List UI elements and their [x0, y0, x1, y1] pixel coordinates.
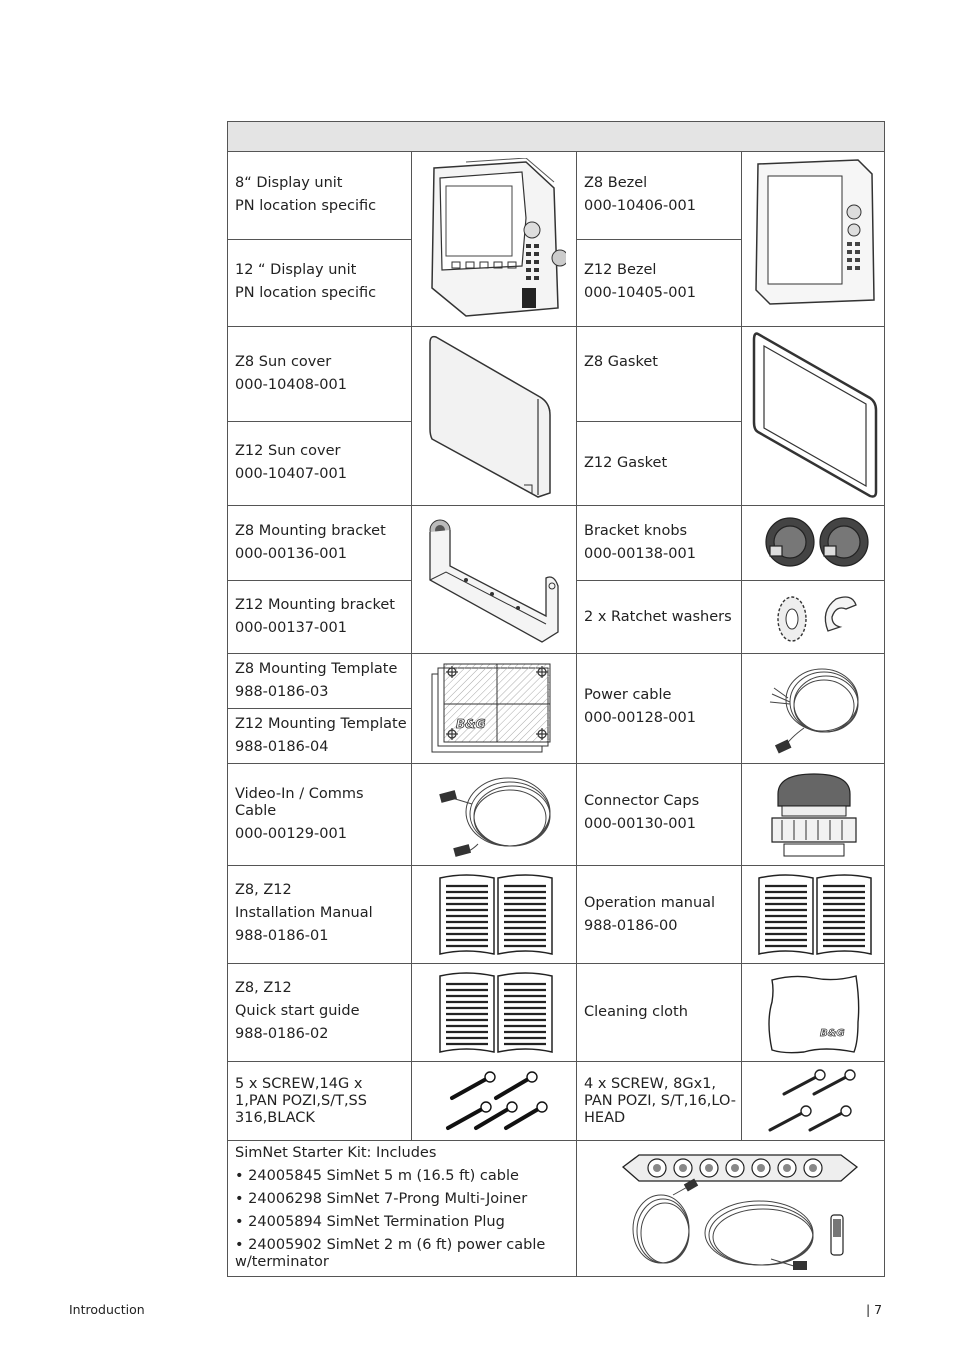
display-unit-illustration [426, 158, 566, 320]
image-cell [411, 506, 576, 654]
table-cell [227, 152, 411, 240]
item-name: Z8, Z12 [235, 882, 292, 898]
installation-manual-illustration [436, 872, 556, 958]
connector-caps-illustration [768, 770, 860, 862]
screws-14g-illustration [440, 1068, 550, 1134]
image-cell [411, 964, 576, 1062]
item-name: Z12 Bezel [584, 262, 657, 278]
operation-manual-illustration [755, 872, 875, 958]
item-pn: 000-00137-001 [235, 620, 347, 636]
item-name: Z8 Bezel [584, 175, 648, 191]
table-cell [227, 1062, 411, 1141]
item-pn: 000-00138-001 [584, 546, 696, 562]
item-pn: 000-00130-001 [584, 816, 696, 832]
image-cell [411, 152, 576, 327]
kit-line: • 24005902 SimNet 2 m (6 ft) power cable w/terminator [235, 1237, 546, 1270]
cleaning-cloth-illustration [764, 972, 866, 1056]
item-pn: 988-0186-04 [235, 739, 329, 755]
item-name: Bracket knobs [584, 523, 688, 539]
power-cable-illustration [764, 662, 866, 756]
item-name: Z8 Sun cover [235, 354, 332, 370]
item-pn: 000-10405-001 [584, 285, 696, 301]
item-name: Operation manual [584, 895, 716, 911]
table-cell [576, 240, 741, 327]
bezel-illustration [754, 158, 876, 308]
image-cell [741, 152, 885, 327]
screws-8g-illustration [764, 1068, 864, 1134]
table-cell [576, 327, 741, 422]
image-cell [411, 764, 576, 866]
image-cell [741, 581, 885, 654]
kit-line: • 24006298 SimNet 7-Prong Multi-Joiner [235, 1191, 528, 1207]
table-cell [227, 866, 411, 964]
item-name: Z12 Sun cover [235, 443, 341, 459]
quick-start-guide-illustration [436, 970, 556, 1056]
video-cable-illustration [438, 768, 558, 862]
item-name: 8“ Display unit [235, 175, 343, 191]
table-cell [227, 240, 411, 327]
item-name: Cleaning cloth [584, 1004, 688, 1020]
image-cell [411, 327, 576, 506]
item-name: Z12 Mounting Template [235, 716, 407, 732]
table-cell [576, 1062, 741, 1141]
kit-title: SimNet Starter Kit: Includes [235, 1145, 437, 1161]
item-name: Z12 Mounting bracket [235, 597, 395, 613]
item-name: Z8 Mounting Template [235, 661, 398, 677]
template-logo: B&G [456, 717, 486, 731]
kit-line: • 24005845 SimNet 5 m (16.5 ft) cable [235, 1168, 519, 1184]
sun-cover-illustration [428, 335, 558, 501]
item-pn: 000-00128-001 [584, 710, 696, 726]
table-cell [576, 654, 741, 764]
table-cell [227, 764, 411, 866]
table-cell [227, 506, 411, 581]
page-number: | 7 [866, 1302, 883, 1317]
item-pn: PN location specific [235, 285, 377, 301]
table-cell [227, 581, 411, 654]
table-cell [227, 1141, 576, 1277]
table-cell [227, 964, 411, 1062]
item-pn: 988-0186-00 [584, 918, 678, 934]
item-name: 4 x SCREW, 8Gx1, PAN POZI, S/T,16,LO-HEAD [584, 1076, 737, 1126]
table-cell [576, 422, 741, 506]
item-sub: Quick start guide [235, 1003, 360, 1019]
image-cell [741, 764, 885, 866]
image-cell [741, 1062, 885, 1141]
table-cell [227, 709, 411, 764]
item-pn: 000-00129-001 [235, 826, 347, 842]
item-name: 12 “ Display unit [235, 262, 357, 278]
item-name: Z8 Gasket [584, 354, 658, 370]
item-name: Power cable [584, 687, 672, 703]
cloth-logo: B&G [820, 1028, 845, 1039]
image-cell [741, 327, 885, 506]
image-cell [741, 964, 885, 1062]
item-pn: 988-0186-01 [235, 928, 329, 944]
image-cell [741, 654, 885, 764]
table-cell [576, 964, 741, 1062]
image-cell [411, 654, 576, 764]
table-cell [227, 327, 411, 422]
mounting-bracket-illustration [426, 512, 566, 648]
table-cell [227, 654, 411, 709]
item-pn: 000-10408-001 [235, 377, 347, 393]
item-pn: 988-0186-02 [235, 1026, 329, 1042]
ratchet-washers-illustration [770, 591, 864, 645]
item-name: Z8 Mounting bracket [235, 523, 386, 539]
table-header [227, 121, 885, 152]
item-name: Z12 Gasket [584, 455, 668, 471]
item-pn: 988-0186-03 [235, 684, 329, 700]
item-pn: 000-00136-001 [235, 546, 347, 562]
table-cell [576, 506, 741, 581]
table-cell [227, 422, 411, 506]
item-name: Z8, Z12 [235, 980, 292, 996]
table-cell [576, 581, 741, 654]
table-cell [576, 866, 741, 964]
mounting-template-illustration [430, 660, 562, 758]
item-sub: Installation Manual [235, 905, 373, 921]
simnet-kit-illustration [621, 1149, 861, 1273]
image-cell [576, 1141, 885, 1277]
gasket-illustration [752, 332, 878, 500]
table-cell [576, 152, 741, 240]
bracket-knobs-illustration [762, 512, 872, 574]
image-cell [741, 506, 885, 581]
item-name: Connector Caps [584, 793, 700, 809]
image-cell [411, 1062, 576, 1141]
item-pn: 000-10406-001 [584, 198, 696, 214]
footer-section: Introduction [69, 1302, 145, 1317]
item-name: 2 x Ratchet washers [584, 609, 732, 625]
item-name: Video-In / Comms Cable [235, 786, 364, 819]
image-cell [411, 866, 576, 964]
table-cell [576, 764, 741, 866]
kit-line: • 24005894 SimNet Termination Plug [235, 1214, 505, 1230]
image-cell [741, 866, 885, 964]
item-name: 5 x SCREW,14G x 1,PAN POZI,S/T,SS 316,BLACK [235, 1076, 367, 1126]
item-pn: 000-10407-001 [235, 466, 347, 482]
item-pn: PN location specific [235, 198, 377, 214]
